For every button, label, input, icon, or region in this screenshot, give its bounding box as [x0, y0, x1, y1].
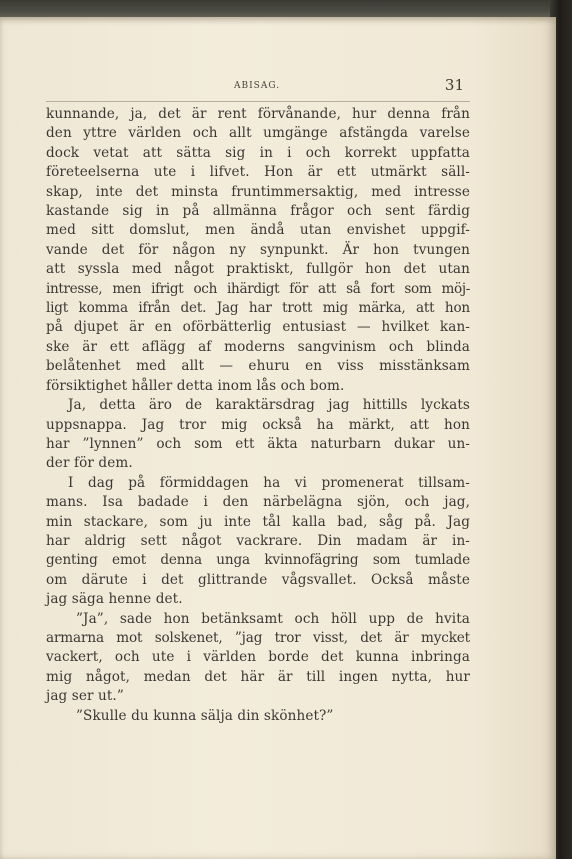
- text-line: skap, inte det minsta fruntimmersaktig, med intresse: [46, 183, 470, 200]
- text-line: ske är ett aflägg af moderns sangvinism och blinda: [46, 338, 470, 355]
- page-number: 31: [444, 76, 464, 94]
- text-line: uppsnappa. Jag tror mig också ha märkt, att hon: [46, 416, 470, 433]
- text-line: ligt komma ifrån det. Jag har trott mig märka, att hon: [46, 300, 470, 317]
- text-line: med sitt domslut, men ändå utan envishet uppgif-: [46, 222, 470, 239]
- text-line: om därute i det glittrande vågsvallet. Också måste: [46, 571, 470, 588]
- text-line: der för dem.: [46, 455, 133, 472]
- text-line: dock vetat att sätta sig in i och korrekt uppfatta: [46, 144, 470, 161]
- text-line: vackert, och ute i världen borde det kunna inbringa: [46, 649, 470, 666]
- text-line: mig något, medan det här är till ingen nytta, hur: [46, 668, 470, 685]
- text-line: ”Skulle du kunna sälja din skönhet?”: [76, 707, 334, 724]
- text-line: intresse, men ifrigt och ihärdigt för att så fort som möj-: [46, 280, 470, 297]
- text-line: jag ser ut.”: [46, 688, 124, 705]
- text-line: armarna mot solskenet, ”jag tror visst, det är mycket: [46, 629, 470, 646]
- text-line: I dag på förmiddagen ha vi promenerat tillsam-: [68, 474, 470, 491]
- text-line: har aldrig sett något vackrare. Din madam är in-: [46, 532, 470, 549]
- text-line: genting emot denna unga kvinnofägring som tumlade: [46, 552, 470, 569]
- text-line: att syssla med något praktiskt, fullgör hon det utan: [46, 261, 470, 278]
- text-line: på djupet är en oförbätterlig entusiast — hvilket kan-: [46, 319, 470, 336]
- text-line: belåtenhet med allt — ehuru en viss misstänksam: [46, 358, 470, 375]
- text-line: den yttre världen och allt umgänge afstängda varelse: [46, 125, 470, 142]
- book-page: [0, 17, 556, 859]
- text-line: Ja, detta äro de karaktärsdrag jag hittills lyckats: [68, 397, 470, 414]
- text-line: kunnande, ja, det är rent förvånande, hur denna från: [46, 106, 470, 122]
- text-line: jag säga henne det.: [46, 591, 183, 608]
- text-line: har ”lynnen” och som ett äkta naturbarn dukar un-: [46, 435, 470, 452]
- page-header: [46, 75, 470, 102]
- running-head: ABISAG.: [234, 81, 281, 91]
- text-line: kastande sig in på allmänna frågor och sent färdig: [46, 203, 470, 220]
- text-line: ”Ja”, sade hon betänksamt och höll upp de hvita: [76, 610, 470, 627]
- text-line: min stackare, som ju inte tål kalla bad, såg på. Jag: [46, 513, 470, 530]
- text-line: företeelserna ute i lifvet. Hon är ett utmärkt säll-: [46, 164, 470, 181]
- text-line: mans. Isa badade i den närbelägna sjön, och jag,: [46, 494, 470, 511]
- body-text: [46, 105, 470, 726]
- text-line: vande det för någon ny synpunkt. Är hon tvungen: [46, 241, 470, 258]
- text-line: försiktighet håller detta inom lås och bom.: [46, 377, 345, 394]
